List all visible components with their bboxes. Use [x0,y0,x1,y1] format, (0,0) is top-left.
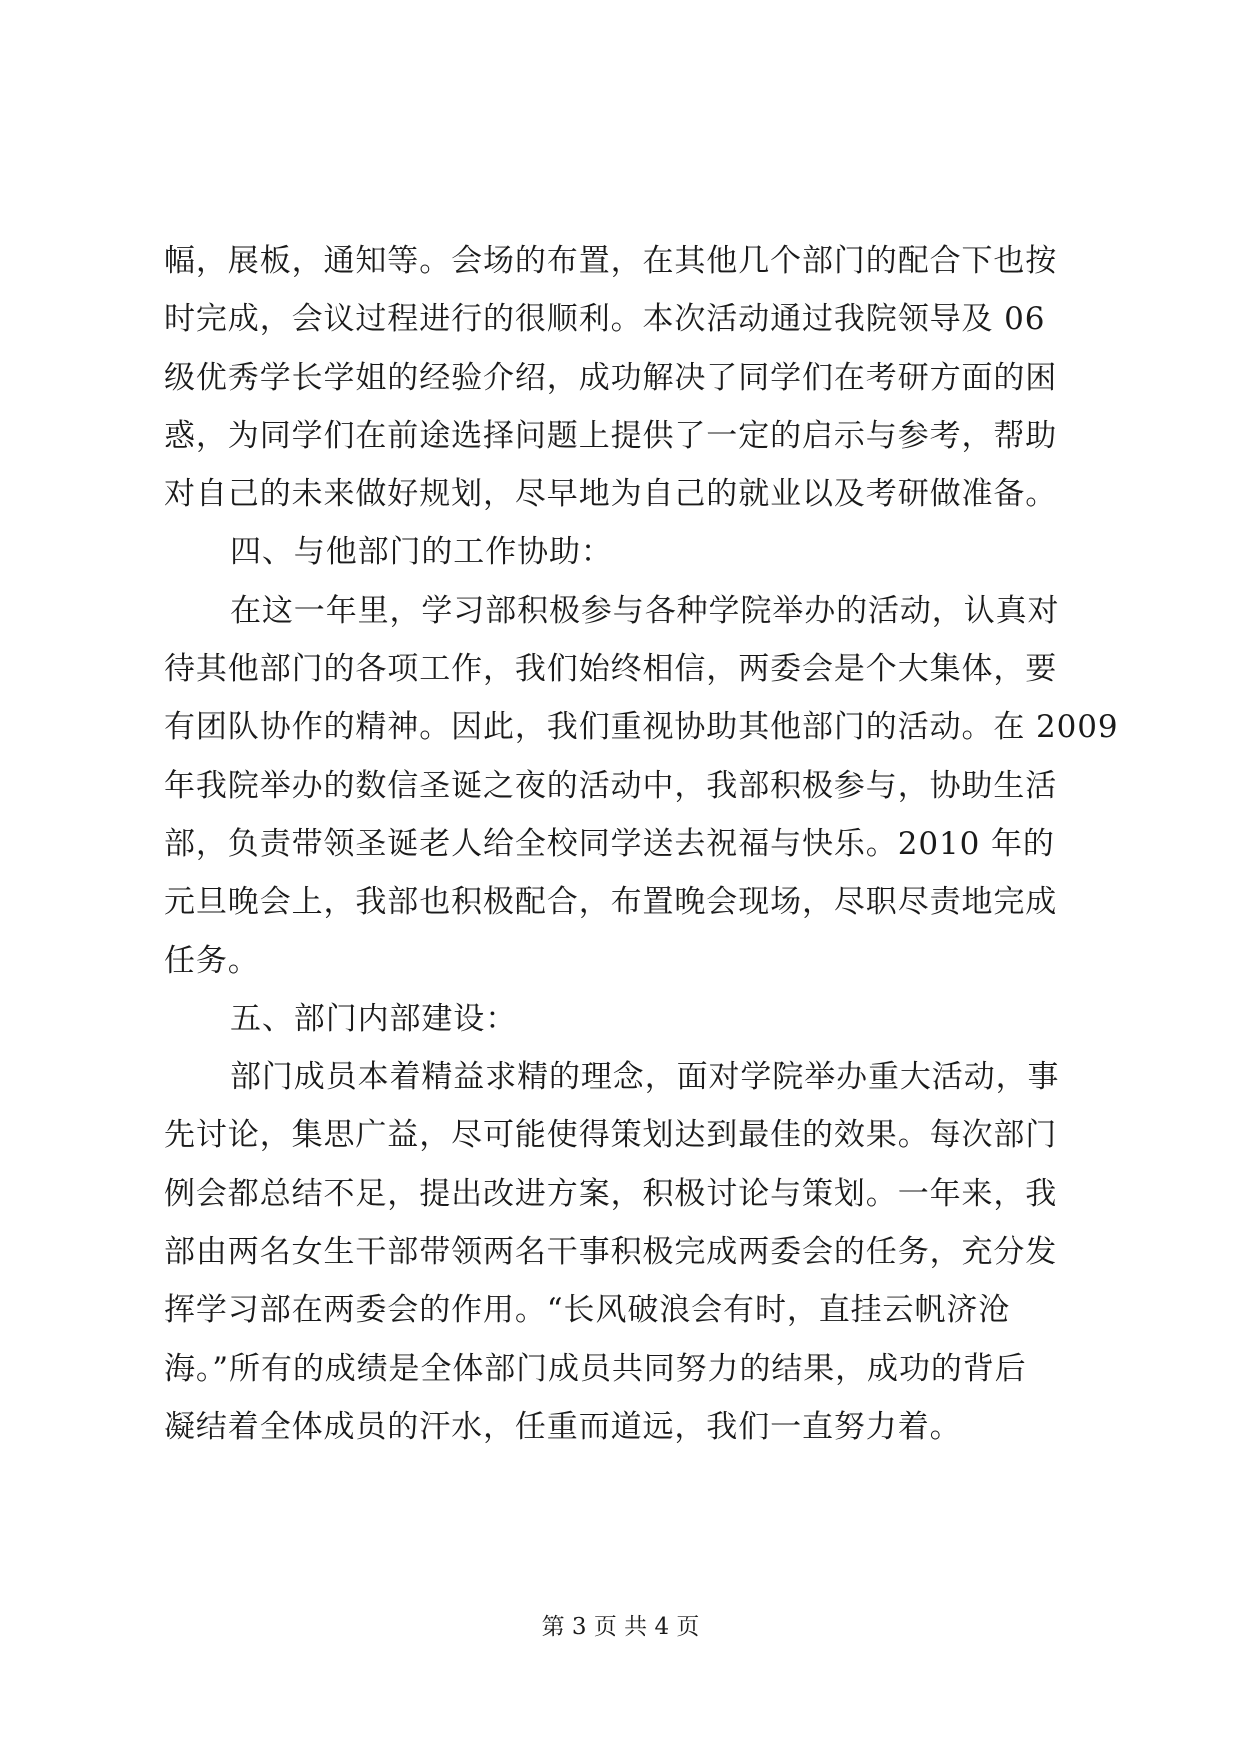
page-number: 第 3 页 共 4 页 [541,1614,700,1640]
text-line: 对自己的未来做好规划，尽早地为自己的就业以及考研做准备。 [164,476,1058,513]
section-heading: 四、与他部门的工作协助： [230,534,613,571]
text-line: 年我院举办的数信圣诞之夜的活动中，我部积极参与，协助生活 [164,767,1058,804]
text-line: 级优秀学长学姐的经验介绍，成功解决了同学们在考研方面的困 [164,359,1058,396]
section-heading: 五、部门内部建设： [230,1000,518,1037]
text-line: 待其他部门的各项工作，我们始终相信，两委会是个大集体，要 [164,651,1058,688]
text-line: 部由两名女生干部带领两名干事积极完成两委会的任务，充分发 [164,1234,1058,1271]
text-line: 惑，为同学们在前途选择问题上提供了一定的启示与参考，帮助 [164,417,1058,454]
text-line: 有团队协作的精神。因此，我们重视协助其他部门的活动。在 2009 [164,709,1119,746]
text-line: 先讨论，集思广益，尽可能使得策划达到最佳的效果。每次部门 [164,1117,1058,1154]
text-line: 元旦晚会上，我部也积极配合，布置晚会现场，尽职尽责地完成 [164,884,1058,921]
text-line: 凝结着全体成员的汗水，任重而道远，我们一直努力着。 [164,1408,962,1445]
text-line: 任务。 [164,942,260,979]
body-text [164,232,1119,1456]
text-line: 时完成，会议过程进行的很顺利。本次活动通过我院领导及 06 [164,301,1046,338]
text-line: 海。”所有的成绩是全体部门成员共同努力的结果，成功的背后 [164,1350,1027,1387]
text-line: 部，负责带领圣诞老人给全校同学送去祝福与快乐。2010 年的 [164,825,1055,862]
text-line: 部门成员本着精益求精的理念，面对学院举办重大活动，事 [230,1059,1060,1096]
text-line: 例会都总结不足，提出改进方案，积极讨论与策划。一年来，我 [164,1175,1058,1212]
text-line: 挥学习部在两委会的作用。“长风破浪会有时，直挂云帆济沧 [164,1292,1011,1329]
text-line: 在这一年里，学习部积极参与各种学院举办的活动，认真对 [230,592,1060,629]
page-footer [0,1612,1241,1642]
text-line: 幅，展板，通知等。会场的布置，在其他几个部门的配合下也按 [164,243,1058,279]
